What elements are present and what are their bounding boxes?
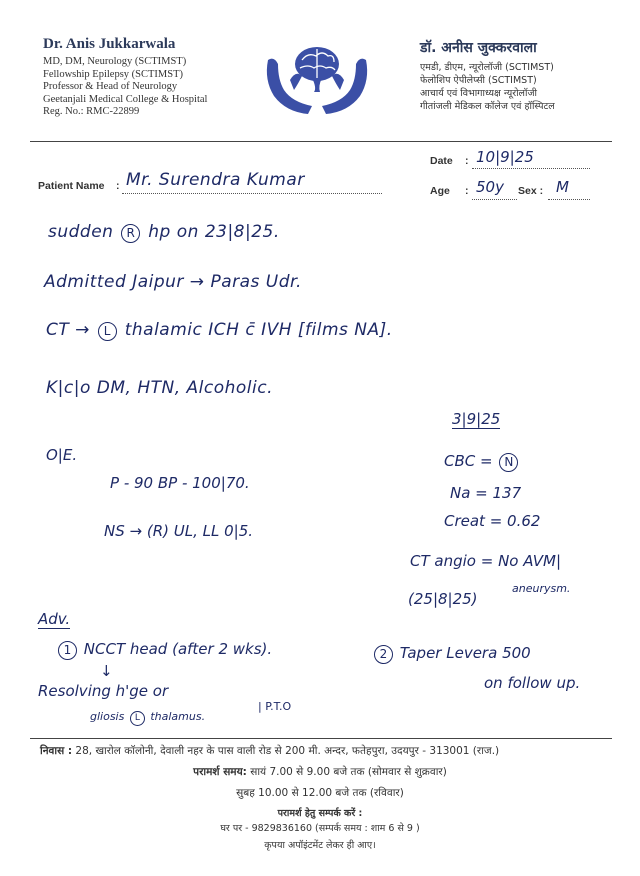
lab-cbc: [444, 452, 520, 472]
note-text: sudden: [48, 222, 114, 242]
designation-line-hindi: आचार्य एवं विभागाध्यक्ष न्यूरोलॉजी: [420, 88, 537, 99]
advice-item-1: [56, 640, 272, 660]
footer-address: [40, 744, 640, 758]
letterhead-hindi: [420, 38, 635, 113]
note-text: Adv.: [38, 610, 71, 628]
sex-dotted-line: [548, 198, 590, 200]
date-value: 10|9|25: [476, 148, 534, 166]
history-line-comorbidities: K|c|o DM, HTN, Alcoholic.: [46, 378, 273, 398]
lab-sodium: Na = 137: [450, 484, 522, 502]
exam-heading: O|E.: [46, 446, 78, 464]
lab-creatinine: Creat = 0.62: [444, 512, 541, 530]
qualification-line-hindi: एमडी, डीएम, न्यूरोलॉजी (SCTIMST): [420, 62, 554, 73]
advice-heading: [38, 610, 70, 628]
address-label: निवास :: [40, 745, 73, 757]
registration-line: Reg. No.: RMC-22899: [43, 106, 140, 117]
please-turn-over: | P.T.O: [258, 700, 292, 713]
patient-name-label: Patient Name: [38, 180, 105, 192]
note-text: 3|9|25: [452, 410, 501, 428]
circled-side-marker: L: [98, 322, 117, 341]
history-line-ct: [46, 320, 393, 341]
circled-number: 1: [58, 641, 77, 660]
note-text: thalamic ICH c̄ IVH [films NA].: [124, 320, 393, 340]
ct-angio-date: (25|8|25): [408, 590, 478, 608]
letterhead-english: [43, 36, 263, 119]
qualification-line-hindi: फेलोशिप ऐपीलेप्सी (SCTIMST): [420, 75, 537, 86]
ct-angio-result: CT angio = No AVM|: [410, 552, 562, 570]
note-text: hp on 23|8|25.: [148, 222, 280, 242]
note-text: CT →: [46, 320, 90, 340]
designation-line: Professor & Head of Neurology: [43, 81, 178, 92]
circled-result-marker: N: [499, 453, 518, 472]
note-text: NCCT head (after 2 wks).: [83, 640, 273, 658]
age-dotted-line: [472, 198, 517, 200]
consultation-time-weekday: [0, 765, 640, 779]
sex-value: M: [556, 178, 569, 196]
date-separator: :: [465, 155, 469, 167]
appointment-note: कृपया अपॉइंटमेंट लेकर ही आए।: [264, 840, 376, 851]
circled-number: 2: [374, 645, 393, 664]
note-text: Taper Levera 500: [399, 644, 531, 662]
date-label: Date: [430, 155, 453, 167]
consultation-time-text: सायं 7.00 से 9.00 बजे तक (सोमवार से शुक्रवार): [250, 766, 447, 778]
patient-name-value: Mr. Surendra Kumar: [126, 170, 305, 190]
lab-date: [452, 410, 500, 428]
doctor-name-hindi: डॉ. अनीस जुक्करवाला: [420, 40, 537, 56]
advice-item-2: [372, 644, 531, 664]
impression-line-cont: [90, 710, 205, 726]
age-separator: :: [465, 185, 469, 197]
contact-heading: परामर्श हेतु सम्पर्क करें :: [277, 808, 363, 819]
contact-phone: घर पर - 9829836160 (सम्पर्क समय : शाम 6 से 9 ): [220, 823, 420, 834]
impression-line: Resolving h'ge or: [38, 682, 169, 700]
hospital-line: Geetanjali Medical College & Hospital: [43, 93, 208, 105]
age-label: Age: [430, 185, 450, 197]
doctor-name-english: Dr. Anis Jukkarwala: [43, 36, 176, 52]
footer-divider: [30, 738, 612, 739]
note-text: CBC =: [444, 452, 493, 470]
age-value: 50y: [476, 178, 504, 196]
sex-label: Sex :: [518, 185, 544, 197]
hospital-line-hindi: गीतांजली मेडिकल कॉलेज एवं हॉस्पिटल: [420, 101, 555, 112]
date-dotted-line: [472, 167, 590, 169]
ct-angio-result-cont: aneurysm.: [512, 582, 571, 595]
history-line-admission: Admitted Jaipur → Paras Udr.: [44, 272, 302, 292]
qualification-line: Fellowship Epilepsy (SCTIMST): [43, 68, 184, 80]
arrow-down-icon: ↓: [100, 662, 113, 680]
advice-item-2-cont: on follow up.: [484, 674, 581, 692]
qualification-line: MD, DM, Neurology (SCTIMST): [43, 56, 187, 67]
consultation-time-sunday: सुबह 10.00 से 12.00 बजे तक (रविवार): [236, 787, 404, 799]
patient-name-separator: :: [116, 180, 120, 192]
note-text: thalamus.: [150, 710, 206, 723]
brain-hands-logo-icon: [262, 40, 372, 122]
history-line-onset: [48, 222, 280, 243]
consultation-label: परामर्श समय:: [193, 766, 247, 778]
address-text: 28, खारोल कॉलोनी, देवाली नहर के पास वाली रोड से 200 मी. अन्दर, फतेहपुरा, उदयपुर - 313001 (राज.): [75, 745, 500, 757]
exam-vitals: P - 90 BP - 100|70.: [110, 474, 250, 492]
circled-side-marker: R: [121, 224, 140, 243]
circled-side-marker: L: [130, 711, 145, 726]
header-divider: [30, 141, 612, 142]
patient-name-dotted-line: [122, 192, 382, 194]
exam-neuro-status: NS → (R) UL, LL 0|5.: [104, 522, 254, 540]
note-text: gliosis: [90, 710, 125, 723]
